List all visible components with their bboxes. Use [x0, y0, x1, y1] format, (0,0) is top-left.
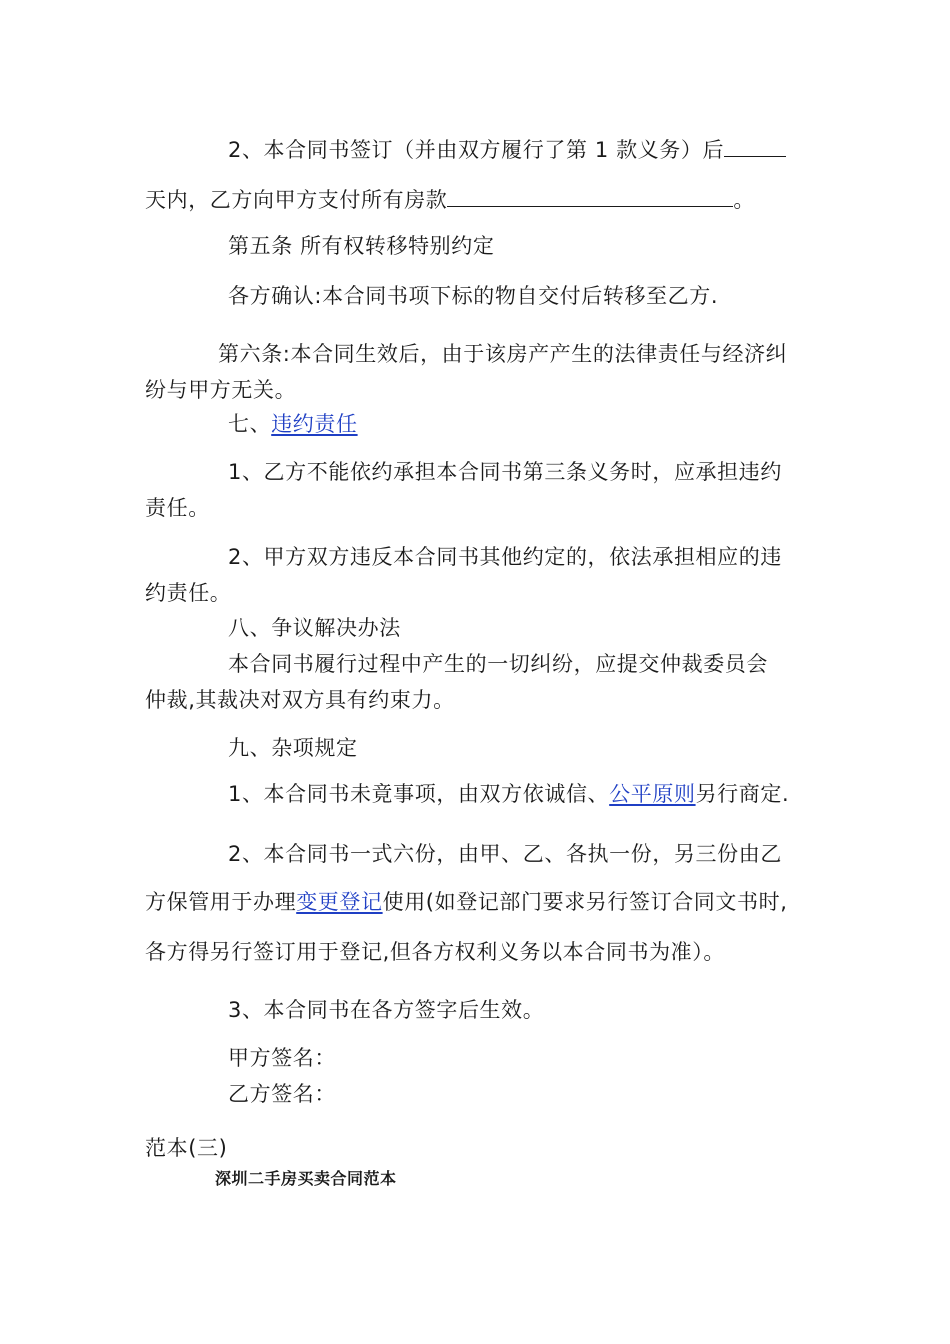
template-label: 范本(三) [145, 1136, 228, 1160]
section-9-2-line-2 [145, 888, 787, 916]
clause-4-2-line-1 [228, 136, 786, 164]
section-8-line-2: 仲裁,其裁决对双方具有约束力。 [145, 688, 455, 712]
section-9-3: 3、本合同书在各方签字后生效。 [228, 998, 545, 1022]
section-7-1-line-1: 1、乙方不能依约承担本合同书第三条义务时，应承担违约 [228, 460, 782, 484]
days-blank [724, 136, 786, 157]
article-6-line-2: 纷与甲方无关。 [145, 378, 297, 402]
section-7-1-line-2: 责任。 [145, 496, 210, 520]
article-6-line-1: 第六条:本合同生效后，由于该房产产生的法律责任与经济纠 [218, 342, 788, 366]
breach-liability-link[interactable]: 违约责任 [271, 412, 358, 436]
party-b-signature: 乙方签名： [228, 1082, 336, 1106]
section-9-heading: 九、杂项规定 [228, 736, 358, 760]
change-registration-link[interactable]: 变更登记 [296, 890, 383, 914]
section-9-1 [228, 780, 789, 808]
clause-text: 方保管用于办理 [145, 890, 297, 914]
clause-4-2-line-2 [145, 186, 755, 214]
amount-blank [447, 186, 733, 207]
fairness-principle-link[interactable]: 公平原则 [609, 782, 696, 806]
party-a-signature: 甲方签名： [228, 1046, 336, 1070]
section-8-line-1: 本合同书履行过程中产生的一切纠纷，应提交仲裁委员会 [228, 652, 768, 676]
contract-title: 深圳二手房买卖合同范本 [215, 1169, 397, 1188]
section-7-2-line-1: 2、甲方双方违反本合同书其他约定的，依法承担相应的违 [228, 545, 782, 569]
clause-text: 使用(如登记部门要求另行签订合同文书时, [382, 890, 788, 914]
clause-text: 1、本合同书未竟事项，由双方依诚信、 [228, 782, 610, 806]
clause-text: 。 [733, 188, 756, 212]
article-5-title: 第五条 所有权转移特别约定 [228, 234, 495, 258]
section-7-2-line-2: 约责任。 [145, 581, 232, 605]
section-8-heading: 八、争议解决办法 [228, 616, 401, 640]
article-5-body: 各方确认:本合同书项下标的物自交付后转移至乙方. [228, 284, 719, 308]
section-9-2-line-3: 各方得另行签订用于登记,但各方权利义务以本合同书为准）。 [145, 940, 725, 964]
clause-text: 天内，乙方向甲方支付所有房款 [145, 188, 448, 212]
clause-text: 2、本合同书签订（并由双方履行了第 1 款义务）后 [228, 138, 725, 162]
clause-text: 另行商定. [695, 782, 790, 806]
section-9-2-line-1: 2、本合同书一式六份，由甲、乙、各执一份，另三份由乙 [228, 842, 782, 866]
section-7-heading [228, 410, 358, 438]
section-number: 七、 [228, 412, 272, 436]
